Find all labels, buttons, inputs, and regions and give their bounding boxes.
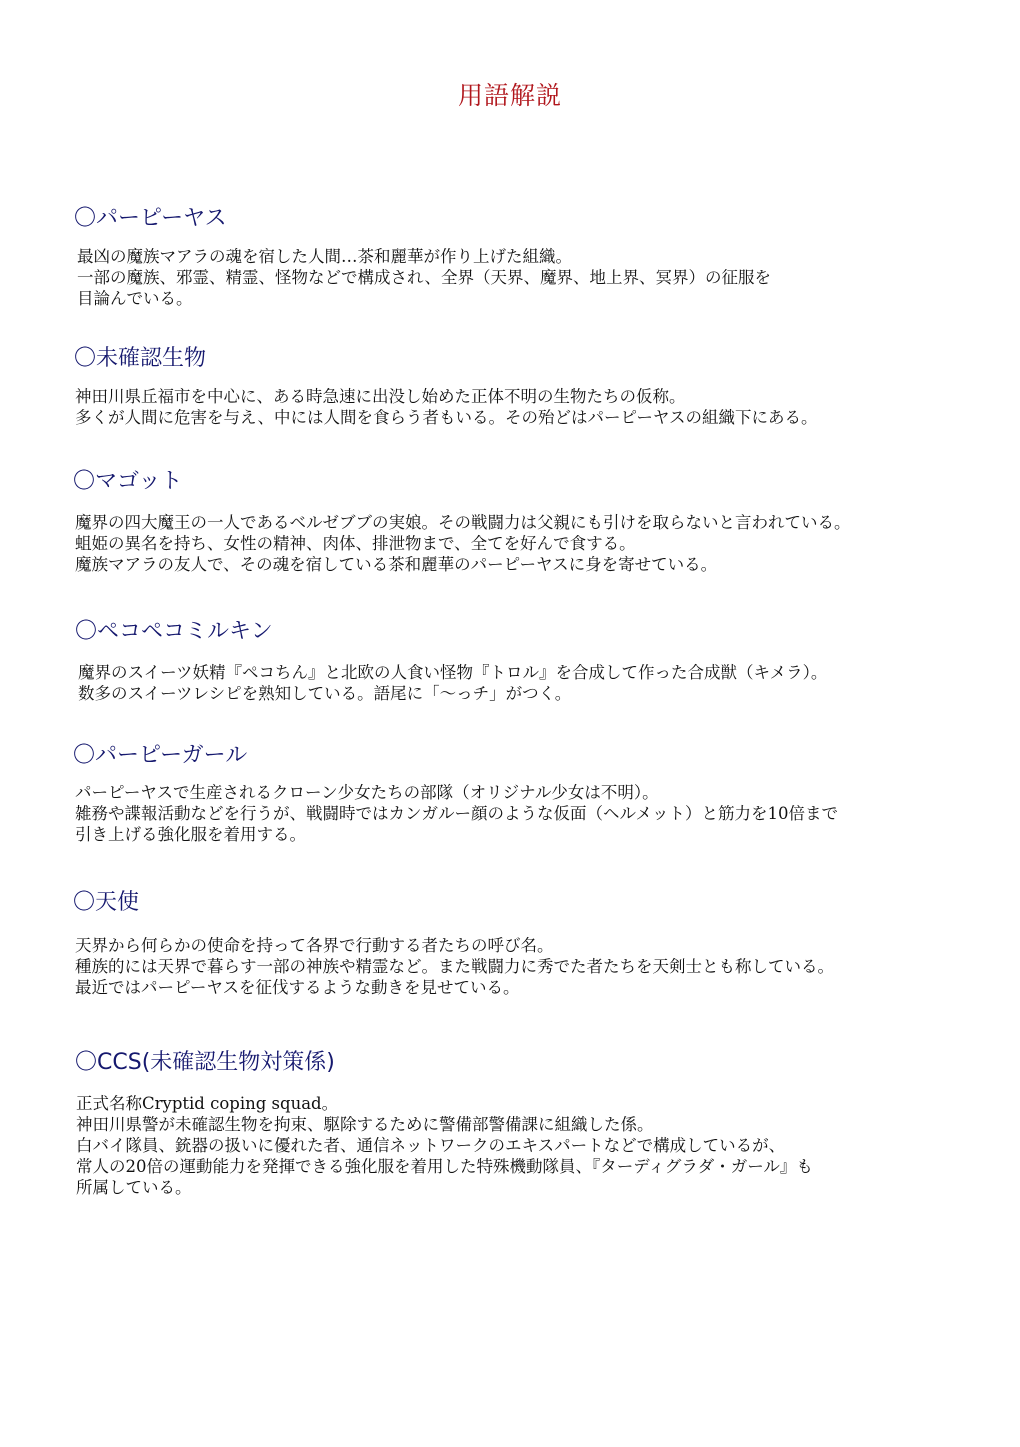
term-heading-unidentified-creatures: 〇未確認生物: [74, 346, 207, 371]
term-body-unidentified-creatures: [75, 386, 818, 428]
body-line: 神田川県丘福市を中心に、ある時急速に出没し始めた正体不明の生物たちの仮称。: [75, 387, 686, 406]
body-line: 正式名称Cryptid coping squad。: [76, 1094, 339, 1113]
body-line: 常人の20倍の運動能力を発揮できる強化服を着用した特殊機動隊員、『ターディグラダ・ガール』も: [76, 1157, 813, 1176]
body-line: 一部の魔族、邪霊、精霊、怪物などで構成され、全界（天界、魔界、地上界、冥界）の征服を: [77, 268, 771, 287]
body-line: 魔族マアラの友人で、その魂を宿している茶和麗華のパーピーヤスに身を寄せている。: [75, 555, 718, 574]
term-body-angel: [75, 935, 834, 998]
body-line: 種族的には天界で暮らす一部の神族や精霊など。また戦闘力に秀でた者たちを天剣士とも称している。: [75, 957, 834, 976]
term-body-papiyas: [77, 246, 771, 309]
body-line: 天界から何らかの使命を持って各界で行動する者たちの呼び名。: [75, 936, 554, 955]
body-line: 雑務や諜報活動などを行うが、戦闘時ではカンガルー顔のような仮面（ヘルメット）と筋力を10倍まで: [75, 804, 839, 823]
body-line: 魔界の四大魔王の一人であるベルゼブブの実娘。その戦闘力は父親にも引けを取らないと言われている。: [75, 513, 851, 532]
body-line: 白バイ隊員、銃器の扱いに優れた者、通信ネットワークのエキスパートなどで構成しているが、: [76, 1136, 786, 1155]
term-heading-ccs: 〇CCS(未確認生物対策係): [75, 1050, 335, 1075]
term-body-pekopeko-milkin: [78, 662, 827, 704]
term-heading-pekopeko-milkin: 〇ペコペコミルキン: [75, 619, 273, 644]
body-line: 蛆姫の異名を持ち、女性の精神、肉体、排泄物まで、全てを好んで食する。: [75, 534, 636, 553]
body-line: 所属している。: [76, 1178, 192, 1197]
term-heading-papiyas: 〇パーピーヤス: [74, 206, 227, 231]
body-line: 最近ではパーピーヤスを征伐するような動きを見せている。: [75, 978, 520, 997]
page-title: 用語解説: [457, 81, 562, 110]
body-line: 魔界のスイーツ妖精『ペコちん』と北欧の人食い怪物『トロル』を合成して作った合成獣（キメラ）。: [78, 663, 828, 682]
body-line: 多くが人間に危害を与え、中には人間を食らう者もいる。その殆どはパーピーヤスの組織下にある。: [75, 408, 818, 427]
body-line: パーピーヤスで生産されるクローン少女たちの部隊（オリジナル少女は不明）。: [75, 783, 659, 802]
term-body-papi-girl: [75, 782, 838, 845]
term-body-ccs: [76, 1093, 813, 1198]
body-line: 目論んでいる。: [77, 289, 193, 308]
term-heading-maggot: 〇マゴット: [73, 469, 183, 494]
body-line: 数多のスイーツレシピを熟知している。語尾に「～っチ」がつく。: [78, 684, 572, 703]
body-line: 最凶の魔族マアラの魂を宿した人間…茶和麗華が作り上げた組織。: [77, 247, 572, 266]
term-body-maggot: [75, 512, 851, 575]
body-line: 引き上げる強化服を着用する。: [75, 825, 306, 844]
body-line: 神田川県警が未確認生物を拘束、駆除するために警備部警備課に組織した係。: [76, 1115, 654, 1134]
term-heading-angel: 〇天使: [73, 890, 140, 915]
term-heading-papi-girl: 〇パーピーガール: [73, 743, 248, 768]
